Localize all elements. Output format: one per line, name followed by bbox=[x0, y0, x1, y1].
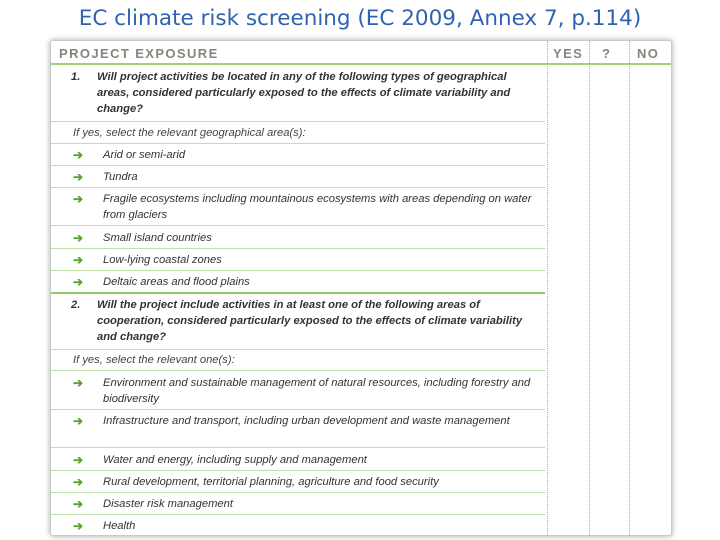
arrow-right-icon: ➔ bbox=[73, 192, 84, 206]
question-1-row bbox=[51, 69, 545, 122]
question-2-text: Will the project include activities in at least one of the following areas of cooperation, considered particularly exposed to the effects of climate variability and change? bbox=[97, 299, 523, 343]
question-1-text: Will project activities be located in any of the following types of geographical areas, considered particularly exposed to the effects of climate variability and change? bbox=[97, 71, 511, 115]
item-label: Rural development, territorial planning, agriculture and food security bbox=[103, 476, 439, 488]
list-item bbox=[51, 147, 545, 166]
page-title: EC climate risk screening (EC 2009, Annex 7, p.114) bbox=[78, 6, 642, 31]
no-column-header: NO bbox=[637, 46, 660, 61]
item-label: Environment and sustainable management of natural resources, including forestry and biodiversity bbox=[103, 377, 531, 405]
question-2-row bbox=[51, 297, 545, 350]
arrow-right-icon: ➔ bbox=[73, 497, 84, 511]
list-item bbox=[51, 169, 545, 188]
question-1-prompt-row bbox=[51, 125, 545, 144]
arrow-right-icon: ➔ bbox=[73, 414, 84, 428]
yes-column-header: YES bbox=[553, 46, 584, 61]
list-item bbox=[51, 474, 545, 493]
item-label: Tundra bbox=[103, 171, 138, 183]
arrow-right-icon: ➔ bbox=[73, 453, 84, 467]
question-1-number: 1. bbox=[71, 71, 81, 83]
item-label: Low-lying coastal zones bbox=[103, 254, 222, 266]
list-item bbox=[51, 452, 545, 471]
arrow-right-icon: ➔ bbox=[73, 376, 84, 390]
screening-table bbox=[50, 40, 672, 536]
item-label: Fragile ecosystems including mountainous ecosystems with areas depending on water from glaciers bbox=[103, 193, 532, 221]
arrow-right-icon: ➔ bbox=[73, 170, 84, 184]
question-2-prompt-row bbox=[51, 352, 545, 371]
arrow-right-icon: ➔ bbox=[73, 253, 84, 267]
item-label: Water and energy, including supply and management bbox=[103, 454, 367, 466]
question-2-prompt: If yes, select the relevant one(s): bbox=[73, 354, 235, 366]
list-item bbox=[51, 518, 545, 536]
yes-column-divider bbox=[547, 41, 548, 535]
item-label: Disaster risk management bbox=[103, 498, 233, 510]
list-item bbox=[51, 230, 545, 249]
list-item bbox=[51, 252, 545, 271]
arrow-right-icon: ➔ bbox=[73, 231, 84, 245]
item-label: Infrastructure and transport, including urban development and waste management bbox=[103, 415, 510, 427]
section-heading: PROJECT EXPOSURE bbox=[59, 46, 219, 61]
arrow-right-icon: ➔ bbox=[73, 275, 84, 289]
list-item bbox=[51, 191, 545, 226]
arrow-right-icon: ➔ bbox=[73, 519, 84, 533]
table-header bbox=[51, 41, 671, 65]
list-item bbox=[51, 496, 545, 515]
question-1-prompt: If yes, select the relevant geographical area(s): bbox=[73, 127, 306, 139]
item-label: Health bbox=[103, 520, 136, 532]
list-item bbox=[51, 274, 545, 294]
list-item bbox=[51, 413, 545, 448]
maybe-column-header: ? bbox=[602, 46, 612, 61]
arrow-right-icon: ➔ bbox=[73, 475, 84, 489]
maybe-column-divider bbox=[589, 41, 590, 535]
item-label: Deltaic areas and flood plains bbox=[103, 276, 250, 288]
arrow-right-icon: ➔ bbox=[73, 148, 84, 162]
question-2-number: 2. bbox=[71, 299, 81, 311]
item-label: Arid or semi-arid bbox=[103, 149, 186, 161]
no-column-divider bbox=[629, 41, 630, 535]
list-item bbox=[51, 375, 545, 410]
item-label: Small island countries bbox=[103, 232, 212, 244]
